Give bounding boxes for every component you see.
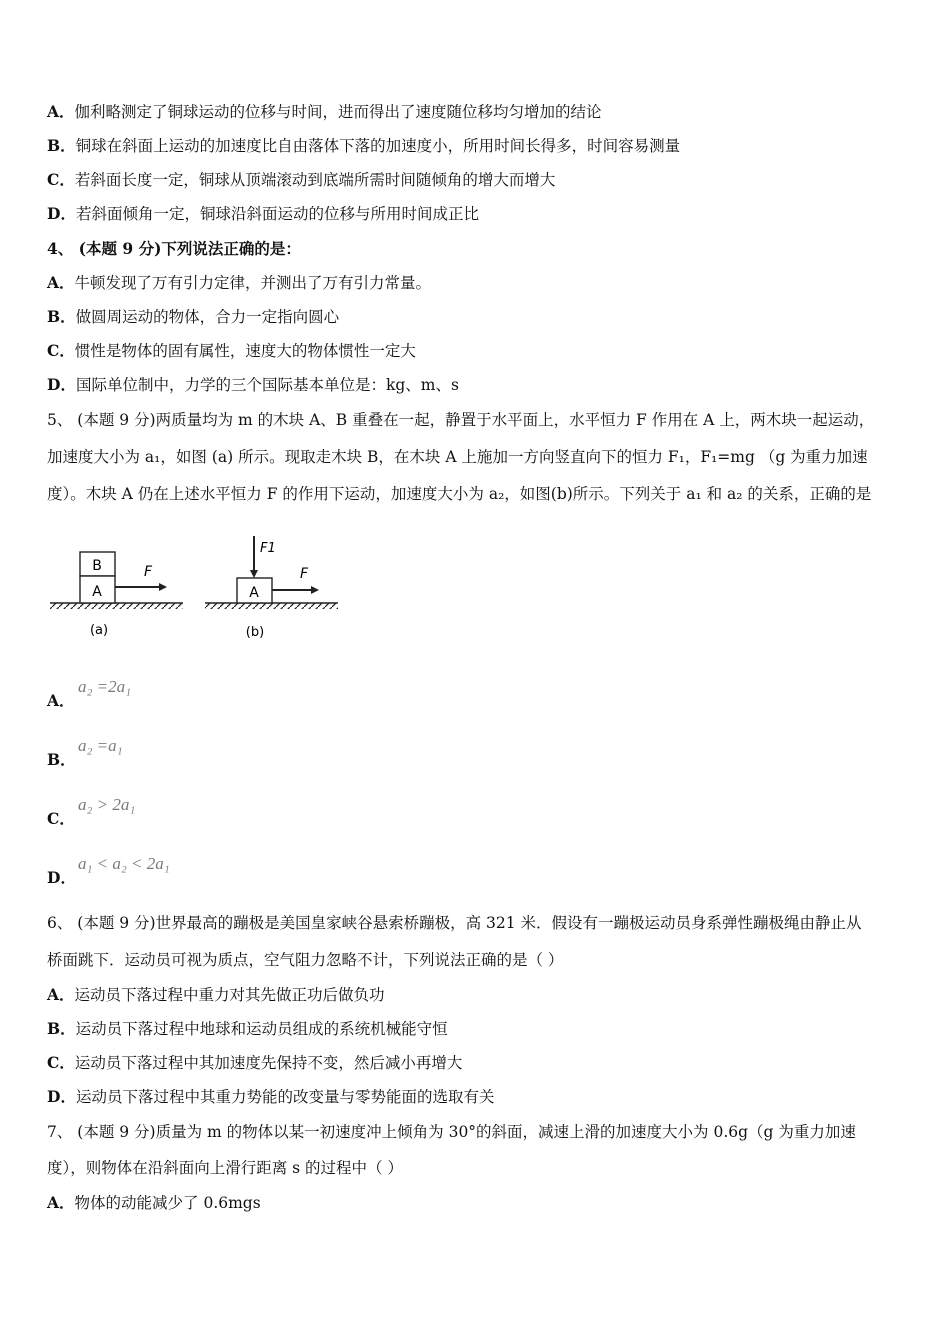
force-label-b: F bbox=[300, 566, 309, 582]
q6-stem-line-1: 6、 (本题 9 分)世界最高的蹦极是美国皇家峡谷悬索桥蹦极，高 321 米．假设有一蹦极运动员身系弹性蹦极绳由静止从 bbox=[47, 914, 862, 932]
q5-option-a-math: a₂ =2a₁ bbox=[78, 677, 132, 696]
force-arrowhead-b bbox=[311, 586, 319, 594]
caption-a: (a) bbox=[89, 623, 109, 638]
q5-option-b-letter: B． bbox=[47, 750, 76, 769]
q7-option-a: A．物体的动能减少了 0.6mgs bbox=[47, 1193, 261, 1212]
q6-option-b: B．运动员下落过程中地球和运动员组成的系统机械能守恒 bbox=[47, 1019, 448, 1038]
force-f1-arrowhead bbox=[250, 570, 258, 578]
block-a-label-a: A bbox=[92, 584, 102, 600]
q6-option-c: C．运动员下落过程中其加速度先保持不变，然后减小再增大 bbox=[47, 1053, 463, 1072]
q3-option-c: C．若斜面长度一定，铜球从顶端滚动到底端所需时间随倾角的增大而增大 bbox=[47, 170, 556, 189]
q4-stem: 4、 (本题 9 分)下列说法正确的是： bbox=[47, 239, 301, 258]
force-label-a: F bbox=[144, 564, 153, 580]
q3-option-a: A．伽利略测定了铜球运动的位移与时间，进而得出了速度随位移均匀增加的结论 bbox=[47, 102, 602, 121]
q5-option-c-letter: C． bbox=[47, 809, 75, 828]
q5-stem-line-1: 5、 (本题 9 分)两质量均为 m 的木块 A、B 重叠在一起，静置于水平面上，水平恒力 F 作用在 A 上，两木块一起运动， bbox=[47, 411, 875, 429]
q6-option-a: A．运动员下落过程中重力对其先做正功后做负功 bbox=[47, 985, 385, 1004]
q4-option-c: C．惯性是物体的固有属性，速度大的物体惯性一定大 bbox=[47, 341, 416, 360]
block-a-label-b: A bbox=[249, 585, 259, 601]
q4-option-a: A．牛顿发现了万有引力定律，并测出了万有引力常量。 bbox=[47, 273, 432, 292]
q5-option-d-letter: D． bbox=[47, 868, 76, 887]
ground-a-hatch bbox=[50, 603, 183, 609]
q5-option-a-letter: A． bbox=[47, 691, 75, 710]
q3-option-d: D．若斜面倾角一定，铜球沿斜面运动的位移与所用时间成正比 bbox=[47, 204, 479, 223]
q3-option-b: B．铜球在斜面上运动的加速度比自由落体下落的加速度小，所用时间长得多，时间容易测量 bbox=[47, 136, 681, 155]
force-arrowhead-a bbox=[159, 583, 167, 591]
q6-option-d: D．运动员下落过程中其重力势能的改变量与零势能面的选取有关 bbox=[47, 1087, 495, 1106]
caption-b: (b) bbox=[245, 625, 265, 640]
q7-stem-line-1: 7、 (本题 9 分)质量为 m 的物体以某一初速度冲上倾角为 30°的斜面，减速上滑的加速度大小为 0.6g（g 为重力加速 bbox=[47, 1123, 856, 1141]
q4-option-b: B．做圆周运动的物体，合力一定指向圆心 bbox=[47, 307, 340, 326]
block-b-label: B bbox=[92, 558, 102, 574]
q6-stem-line-2: 桥面跳下．运动员可视为质点，空气阻力忽略不计，下列说法正确的是（ ） bbox=[47, 951, 564, 969]
q4-option-d: D．国际单位制中，力学的三个国际基本单位是：kg、m、s bbox=[47, 375, 459, 394]
q7-stem-line-2: 度），则物体在沿斜面向上滑行距离 s 的过程中（ ） bbox=[47, 1159, 403, 1177]
q5-stem-line-3: 度）。木块 A 仍在上述水平恒力 F 的作用下运动，加速度大小为 a₂，如图(b)所示。下列关于 a₁ 和 a₂ 的关系，正确的是 bbox=[47, 485, 872, 503]
q5-stem-line-2: 加速度大小为 a₁，如图 (a) 所示。现取走木块 B，在木块 A 上施加一方向竖直向下的恒力 F₁，F₁=mg （g 为重力加速 bbox=[47, 448, 868, 466]
q5-option-b-math: a₂ =a₁ bbox=[78, 736, 123, 755]
q5-option-c-math: a₂ > 2a₁ bbox=[78, 795, 136, 814]
force-f1-label: F1 bbox=[260, 541, 276, 556]
q5-figure bbox=[45, 530, 355, 645]
q5-option-d-math: a₁ < a₂ < 2a₁ bbox=[78, 854, 170, 873]
ground-b-hatch bbox=[205, 603, 338, 609]
